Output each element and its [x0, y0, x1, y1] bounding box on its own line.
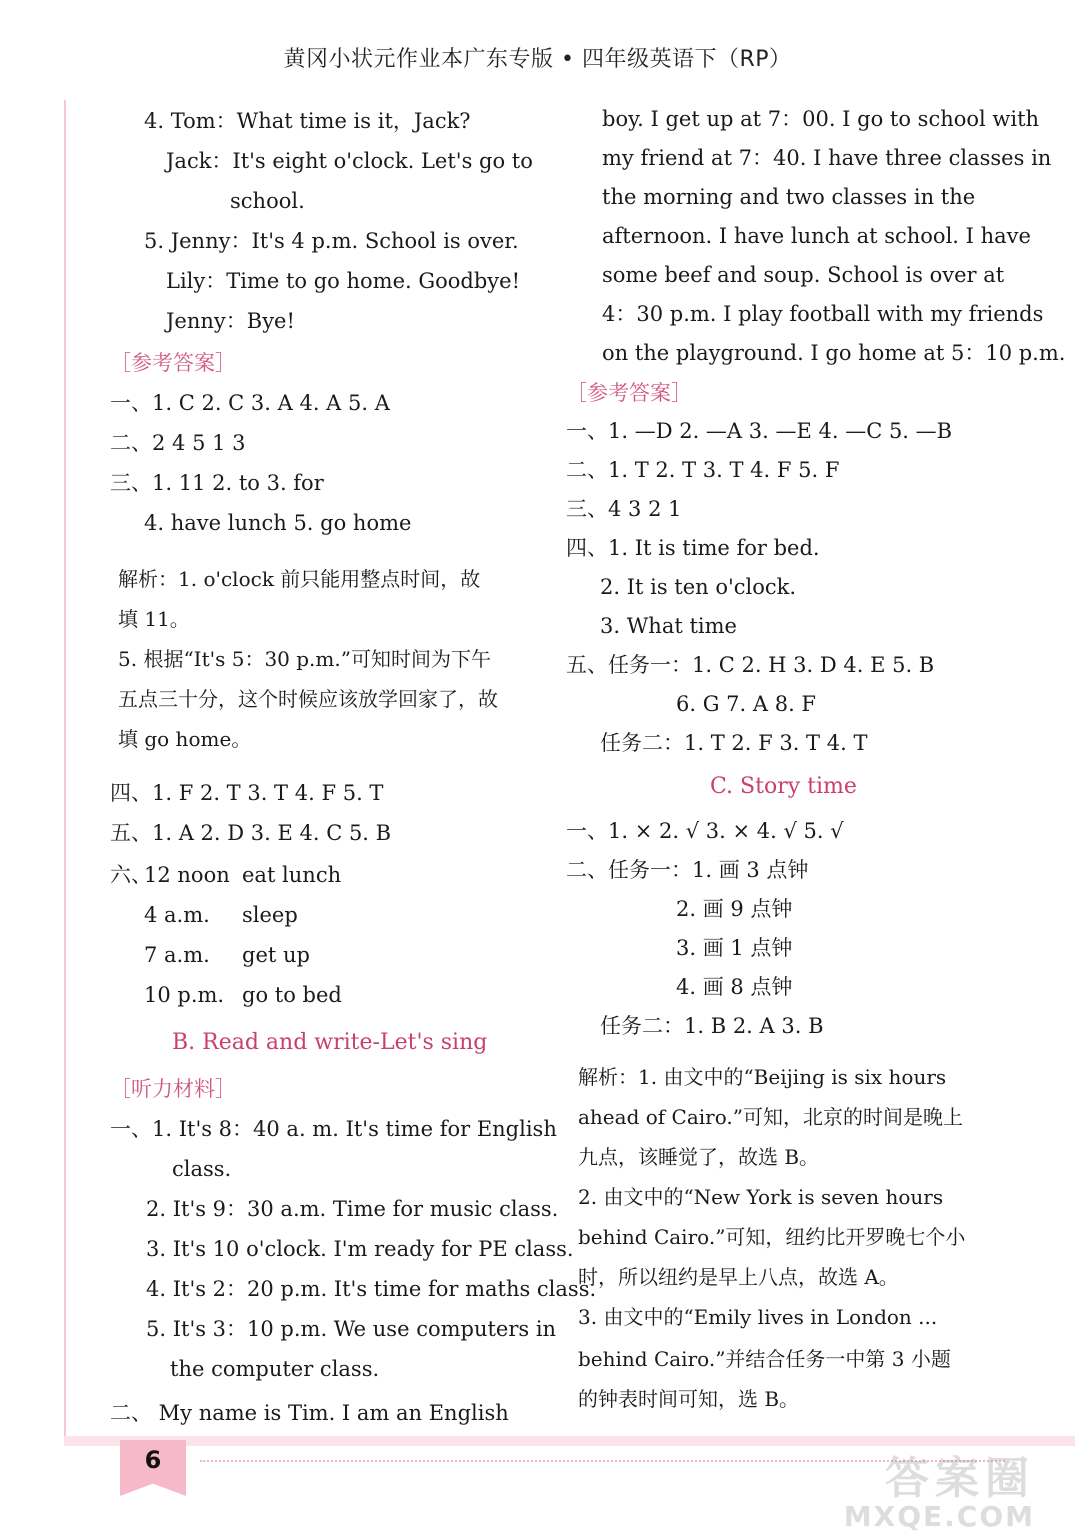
analysis-line: behind Cairo.”并结合任务一中第 3 小题 — [578, 1347, 951, 1371]
answer-line: 四、1. It is time for bed. — [566, 536, 820, 560]
analysis-line: 的钟表时间可知，选 B。 — [578, 1387, 800, 1411]
watermark-bottom: MXQE.COM — [843, 1500, 1035, 1533]
schedule-activity: go to bed — [242, 983, 342, 1007]
section-c-title: C. Story time — [710, 774, 857, 799]
answer-line: 任务二：1. T 2. F 3. T 4. T — [600, 731, 868, 755]
analysis-line: 填 11。 — [118, 607, 190, 631]
watermark-top: 答案圈 — [885, 1453, 1035, 1504]
listening-line: 5. It's 3：10 p.m. We use computers in — [146, 1317, 557, 1341]
dialog-line: 5. Jenny：It's 4 p.m. School is over. — [144, 229, 519, 253]
page-number: 6 — [144, 1446, 162, 1474]
passage-line: my friend at 7：40. I have three classes in — [602, 146, 1052, 170]
analysis-line: 5. 根据“It's 5：30 p.m.”可知时间为下午 — [118, 647, 491, 671]
listening-line: the computer class. — [170, 1357, 380, 1381]
analysis-line: 解析：1. o'clock 前只能用整点时间，故 — [118, 567, 481, 591]
listening-line: 2. It's 9：30 a.m. Time for music class. — [146, 1197, 559, 1221]
answer-line: 五、1. A 2. D 3. E 4. C 5. B — [110, 821, 392, 845]
analysis-line: 2. 由文中的“New York is seven hours — [578, 1185, 944, 1209]
story-answer-line: 2. 画 9 点钟 — [676, 897, 793, 921]
page-header: 黄冈小状元作业本广东专版 • 四年级英语下（RP） — [283, 47, 792, 72]
left-margin-border — [64, 100, 66, 1440]
answer-line: 三、4 3 2 1 — [566, 497, 682, 521]
listening-line: 二、 My name is Tim. I am an English — [110, 1401, 509, 1425]
answer-line: 一、1. —D 2. —A 3. —E 4. —C 5. —B — [566, 419, 953, 443]
schedule-activity: eat lunch — [242, 863, 342, 887]
schedule-time: 7 a.m. — [144, 943, 210, 967]
schedule-activity: get up — [242, 943, 310, 967]
listening-heading: ［听力材料］ — [110, 1077, 236, 1101]
answer-line: 3. What time — [600, 614, 737, 638]
listening-line: class. — [172, 1157, 232, 1181]
analysis-line: 时，所以纽约是早上八点，故选 A。 — [578, 1265, 899, 1289]
answer-line: 三、1. 11 2. to 3. for — [110, 471, 324, 495]
passage-line: 4：30 p.m. I play football with my friends — [602, 302, 1044, 326]
dialog-line: Lily：Time to go home. Goodbye! — [166, 269, 521, 293]
listening-line: 4. It's 2：20 p.m. It's time for maths class. — [146, 1277, 597, 1301]
answer-line: 四、1. F 2. T 3. T 4. F 5. T — [110, 781, 384, 805]
answer-line: 2. It is ten o'clock. — [600, 575, 797, 599]
listening-line: 3. It's 10 o'clock. I'm ready for PE class. — [146, 1237, 574, 1261]
schedule-activity: sleep — [242, 903, 298, 927]
listening-line: 一、1. It's 8：40 a. m. It's time for English — [110, 1117, 557, 1141]
story-answer-line: 一、1. × 2. √ 3. × 4. √ 5. √ — [566, 819, 844, 843]
analysis-line: 五点三十分，这个时候应该放学回家了，故 — [118, 687, 498, 711]
watermark-logo — [843, 1453, 1035, 1533]
answer-line: 6. G 7. A 8. F — [676, 692, 816, 716]
answer-line: 一、1. C 2. C 3. A 4. A 5. A — [110, 391, 390, 415]
story-answer-line: 3. 画 1 点钟 — [676, 936, 793, 960]
answer-heading: ［参考答案］ — [110, 351, 236, 375]
analysis-line: 九点，该睡觉了，故选 B。 — [578, 1145, 820, 1169]
story-answer-line: 二、任务一：1. 画 3 点钟 — [566, 858, 809, 882]
dialog-line: Jenny：Bye! — [166, 309, 295, 333]
answer-heading: ［参考答案］ — [566, 381, 692, 405]
schedule-time: 4 a.m. — [144, 903, 210, 927]
analysis-line: 3. 由文中的“Emily lives in London ... — [578, 1305, 938, 1329]
analysis-line: 解析：1. 由文中的“Beijing is six hours — [578, 1065, 947, 1089]
analysis-line: ahead of Cairo.”可知，北京的时间是晚上 — [578, 1105, 963, 1129]
dialog-line: 4. Tom：What time is it，Jack? — [144, 109, 471, 133]
answer-line: 二、2 4 5 1 3 — [110, 431, 246, 455]
passage-line: afternoon. I have lunch at school. I have — [602, 224, 1031, 248]
schedule-time: 10 p.m. — [144, 983, 225, 1007]
schedule-time: 12 noon — [144, 863, 230, 887]
passage-line: boy. I get up at 7：00. I go to school with — [602, 107, 1040, 131]
answer-line: 二、1. T 2. T 3. T 4. F 5. F — [566, 458, 840, 482]
schedule-prefix: 六、 — [110, 863, 152, 887]
analysis-line: behind Cairo.”可知，纽约比开罗晚七个小 — [578, 1225, 966, 1249]
passage-line: the morning and two classes in the — [602, 185, 976, 209]
passage-line: on the playground. I go home at 5：10 p.m. — [602, 341, 1066, 365]
story-answer-line: 4. 画 8 点钟 — [676, 975, 793, 999]
passage-line: some beef and soup. School is over at — [602, 263, 1005, 287]
story-answer-line: 任务二：1. B 2. A 3. B — [600, 1014, 824, 1038]
analysis-line: 填 go home。 — [118, 727, 252, 751]
bottom-band — [64, 1436, 1075, 1446]
dialog-line: school. — [230, 189, 305, 213]
answer-line: 4. have lunch 5. go home — [144, 511, 412, 535]
answer-line: 五、任务一：1. C 2. H 3. D 4. E 5. B — [566, 653, 935, 677]
section-b-title: B. Read and write-Let's sing — [172, 1030, 488, 1055]
dialog-line: Jack：It's eight o'clock. Let's go to — [166, 149, 533, 173]
